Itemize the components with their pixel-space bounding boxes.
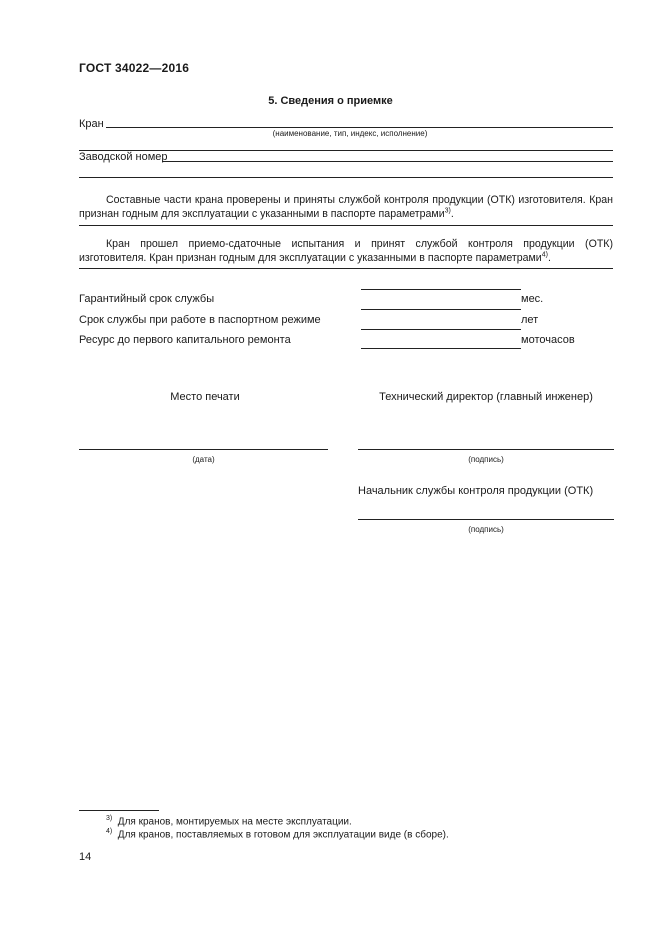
resource-value-line[interactable] [361,329,521,330]
crane-caption: (наименование, тип, индекс, исполнение) [272,129,428,138]
document-header: ГОСТ 34022—2016 [79,61,190,75]
director-signature-caption: (подпись) [468,455,504,464]
stamp-place-label: Место печати [170,391,240,403]
footnote-ref-4: 4) [541,251,548,259]
page-number: 14 [79,851,92,863]
paragraph-2-end: . [547,252,551,264]
footnote-3-mark: 3) [106,815,113,822]
qc-signature-line[interactable] [358,519,614,520]
resource-unit: моточасов [521,334,575,346]
service-life-value-line[interactable] [361,309,521,310]
paragraph-1-line[interactable] [79,225,613,226]
paragraph-1-end: . [450,208,454,220]
qc-signature-caption: (подпись) [468,525,504,534]
resource-bottom-line[interactable] [361,348,521,349]
footnote-3-text: Для кранов, монтируемых на месте эксплуатации. [117,816,352,828]
footnote-3 [106,815,352,827]
resource-label: Ресурс до первого капитального ремонта [79,334,291,346]
warranty-unit: мес. [521,293,544,305]
footnote-4-text: Для кранов, поставляемых в готовом для эксплуатации виде (в сборе). [117,829,449,841]
acceptance-paragraph-1 [79,193,613,221]
crane-field-line[interactable] [106,127,613,128]
footnote-separator [79,810,159,811]
serial-field-line[interactable] [162,161,613,162]
qc-head-label: Начальник службы контроля продукции (ОТК) [358,485,594,497]
director-signature-line[interactable] [358,449,614,450]
date-caption: (дата) [192,455,215,464]
paragraph-1-text: Составные части крана проверены и приняты службой контроля продукции (ОТК) изготовителя. Кран признан годным для эксплуатации с указанными в паспорте параметрами [79,194,613,220]
technical-director-label: Технический директор (главный инженер) [379,391,593,403]
warranty-label: Гарантийный срок службы [79,293,215,305]
date-line[interactable] [79,449,328,450]
footnote-ref-3: 3) [444,207,451,215]
paragraph-2-text: Кран прошел приемо-сдаточные испытания и принят службой контроля продукции (ОТК) изготовителя. Кран признан годным для эксплуатации с указанными в паспорте параметрами [79,238,613,264]
footnote-4 [106,828,449,840]
serial-extra-line[interactable] [79,177,613,178]
crane-label: Кран [79,118,104,130]
service-life-label: Срок службы при работе в паспортном режиме [79,314,321,326]
warranty-value-line[interactable] [361,289,521,290]
section-title: 5. Сведения о приемке [268,95,393,107]
paragraph-2-line[interactable] [79,268,613,269]
serial-label: Заводской номер [79,151,168,163]
acceptance-paragraph-2 [79,237,613,265]
service-life-unit: лет [521,314,539,326]
footnote-4-mark: 4) [106,828,113,835]
